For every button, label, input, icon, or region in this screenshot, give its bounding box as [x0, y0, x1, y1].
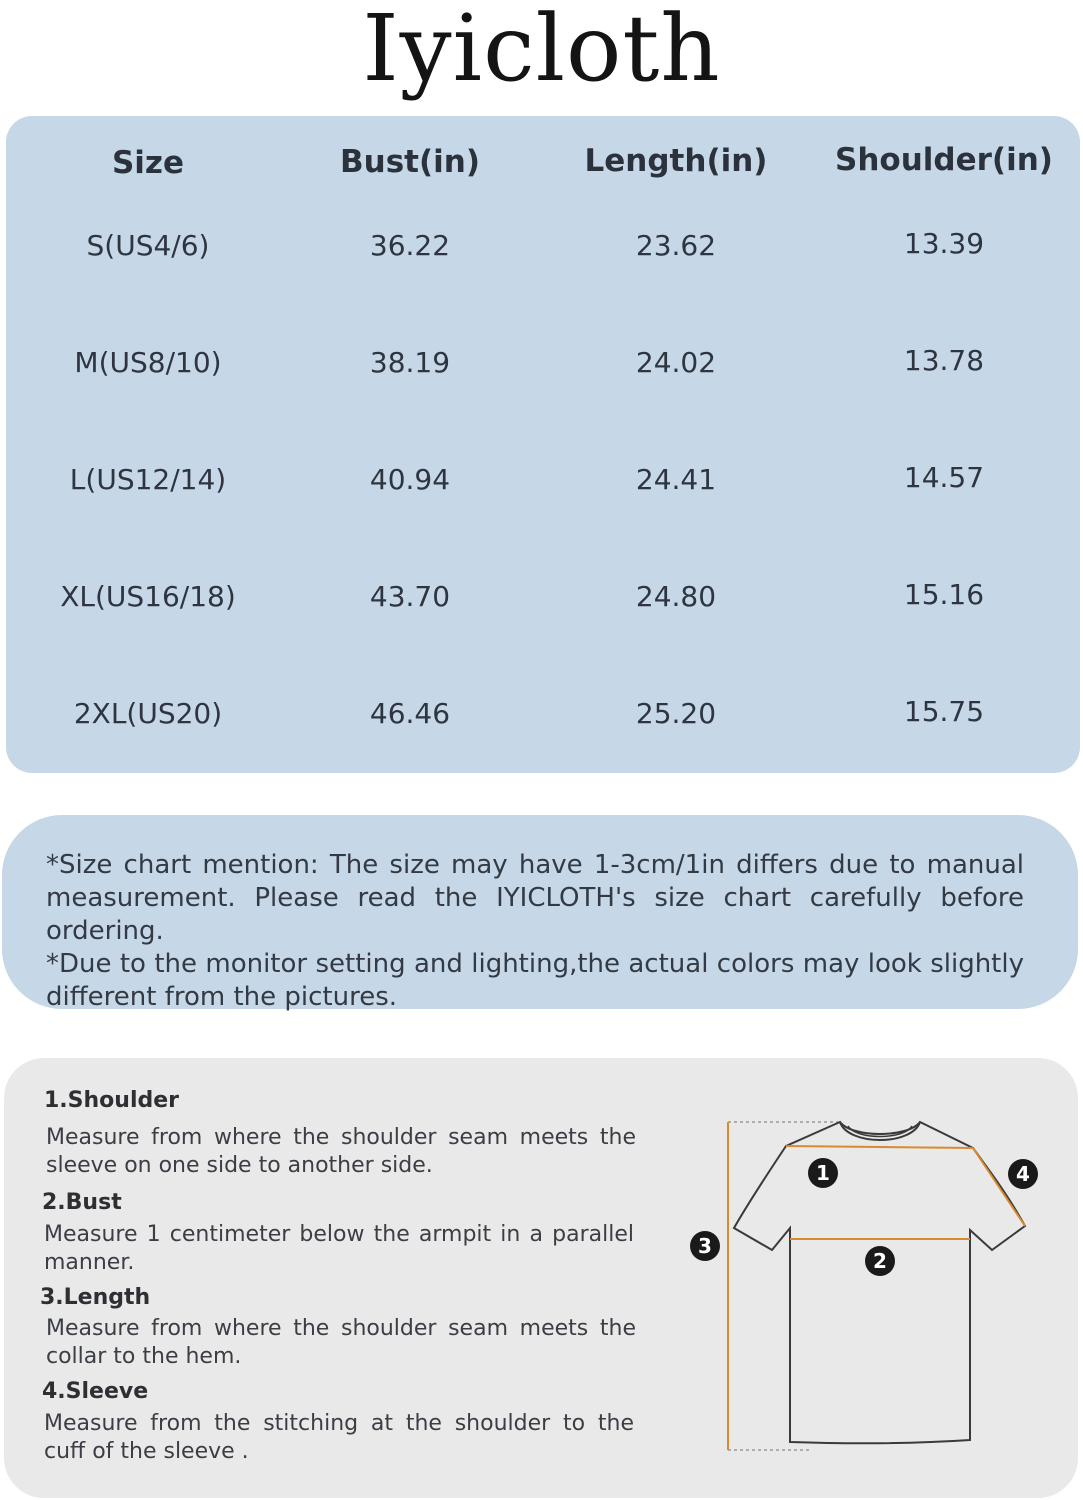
size-note-panel	[2, 815, 1078, 1012]
size-note-line-2: *Due to the monitor setting and lighting,the actual colors may look slightly different from the pictures.	[46, 949, 1024, 1012]
cell-length: 24.80	[635, 580, 717, 613]
shoulder-measure-line	[786, 1146, 973, 1148]
cell-bust: 36.22	[369, 229, 451, 262]
cell-size: XL(US16/18)	[60, 580, 236, 613]
guide-title-length: 3.Length	[40, 1285, 151, 1310]
guide-desc-sleeve: Measure from the stitching at the shoulder to the cuff of the sleeve .	[44, 1411, 634, 1464]
size-note-line-1: *Size chart mention: The size may have 1-3cm/1in differs due to manual measurement. Please read the IYICLOTH's size chart carefully before ordering.	[46, 850, 1024, 946]
guide-title-shoulder: 1.Shoulder	[44, 1088, 180, 1113]
tshirt-outline-icon	[734, 1122, 1025, 1443]
cell-bust: 43.70	[369, 580, 451, 613]
cell-shoulder: 15.75	[903, 695, 985, 728]
svg-text:1: 1	[816, 1161, 830, 1185]
guide-title-sleeve: 4.Sleeve	[42, 1379, 149, 1404]
marker-1-icon	[808, 1158, 838, 1188]
guide-desc-shoulder: Measure from where the shoulder seam meets the sleeve on one side to another side.	[46, 1125, 636, 1178]
guide-desc-length: Measure from where the shoulder seam meets the collar to the hem.	[46, 1316, 636, 1369]
brand-logo: Iyicloth	[362, 0, 721, 102]
svg-text:4: 4	[1016, 1162, 1030, 1186]
cell-shoulder: 15.16	[903, 578, 985, 611]
cell-shoulder: 13.39	[903, 227, 985, 260]
size-note-text	[46, 849, 1024, 1014]
cell-length: 24.02	[635, 346, 717, 379]
cell-length: 24.41	[635, 463, 717, 496]
cell-bust: 40.94	[369, 463, 451, 496]
guide-title-bust: 2.Bust	[42, 1190, 122, 1215]
cell-shoulder: 13.78	[903, 344, 985, 377]
cell-size: M(US8/10)	[74, 346, 222, 379]
header-shoulder: Shoulder(in)	[835, 142, 1053, 178]
tshirt-diagram	[680, 1110, 1060, 1460]
marker-2-icon	[865, 1246, 895, 1276]
header-size: Size	[111, 145, 185, 181]
cell-length: 25.20	[635, 697, 717, 730]
cell-size: 2XL(US20)	[73, 697, 223, 730]
marker-3-icon	[690, 1231, 720, 1261]
header-bust: Bust(in)	[340, 144, 480, 180]
cell-size: S(US4/6)	[86, 229, 210, 262]
cell-length: 23.62	[635, 229, 717, 262]
size-chart-panel	[6, 116, 1080, 773]
guide-desc-bust: Measure 1 centimeter below the armpit in a parallel manner.	[44, 1222, 634, 1275]
header-length: Length(in)	[584, 143, 768, 179]
svg-text:2: 2	[873, 1249, 887, 1273]
cell-bust: 38.19	[369, 346, 451, 379]
svg-text:3: 3	[698, 1234, 712, 1258]
cell-shoulder: 14.57	[903, 461, 985, 494]
cell-bust: 46.46	[369, 697, 451, 730]
cell-size: L(US12/14)	[69, 463, 227, 496]
marker-4-icon	[1008, 1159, 1038, 1189]
